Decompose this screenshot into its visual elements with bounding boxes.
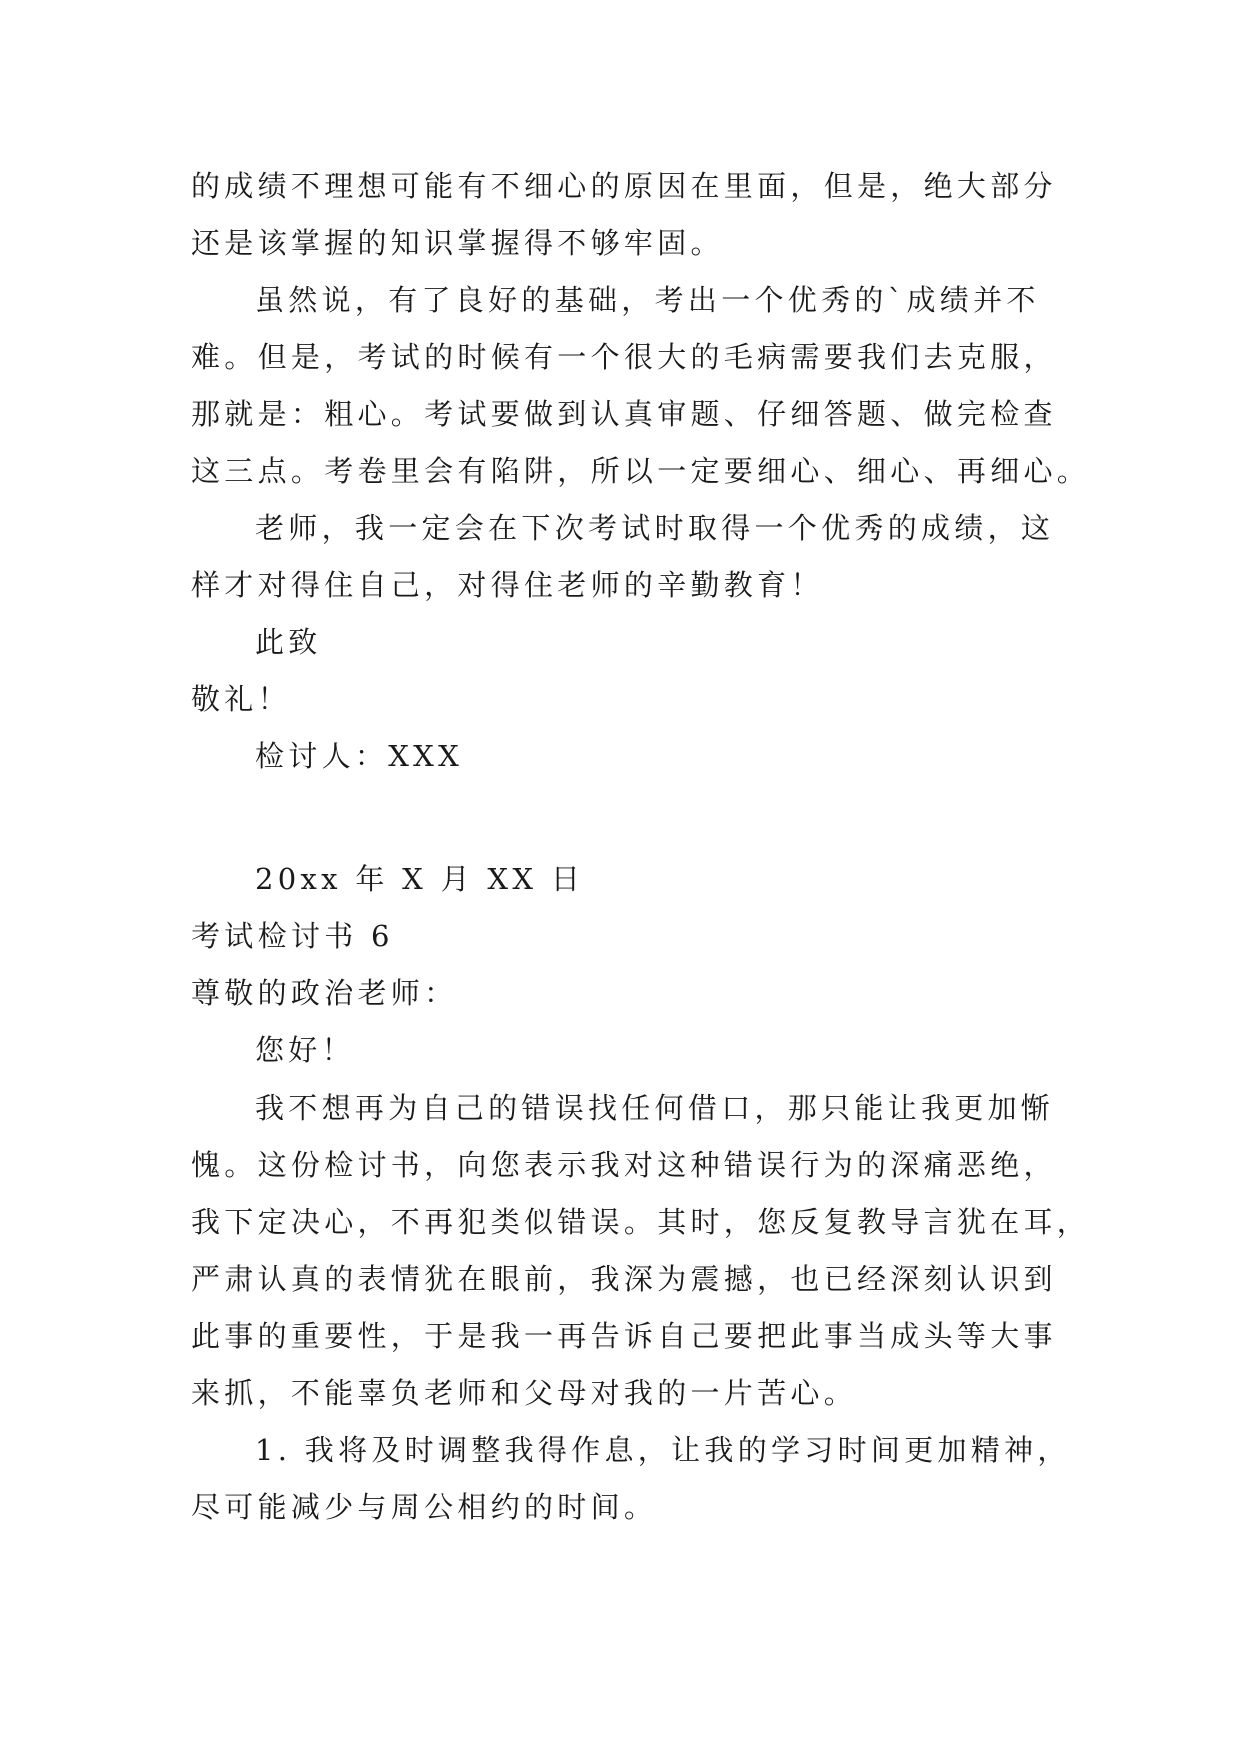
paragraph-start: 我不想再为自己的错误找任何借口，那只能让我更加惭 <box>255 1091 1055 1125</box>
date-line: 20xx 年 X 月 XX 日 <box>255 862 585 896</box>
list-item-1: 1. 我将及时调整我得作息，让我的学习时间更加精神， <box>255 1433 1071 1467</box>
text-line: 样才对得住自己，对得住老师的辛勤教育！ <box>191 568 824 602</box>
section-title: 考试检讨书 6 <box>191 919 394 953</box>
text-line: 难。但是，考试的时候有一个很大的毛病需要我们去克服， <box>191 340 1057 374</box>
signature-line: 检讨人：XXX <box>255 739 464 773</box>
text-line: 愧。这份检讨书，向您表示我对这种错误行为的深痛恶绝， <box>191 1148 1057 1182</box>
salutation: 尊敬的政治老师： <box>191 976 458 1010</box>
text-line: 那就是：粗心。考试要做到认真审题、仔细答题、做完检查 <box>191 397 1057 431</box>
text-line: 的成绩不理想可能有不细心的原因在里面，但是，绝大部分 <box>191 169 1057 203</box>
text-line: 这三点。考卷里会有陷阱，所以一定要细心、细心、再细心。 <box>191 454 1091 488</box>
closing-greeting: 此致 <box>255 625 322 659</box>
text-line: 来抓，不能辜负老师和父母对我的一片苦心。 <box>191 1376 858 1410</box>
greeting: 您好！ <box>255 1033 355 1067</box>
text-line: 我下定决心，不再犯类似错误。其时，您反复教导言犹在耳， <box>191 1205 1091 1239</box>
paragraph-start: 虽然说，有了良好的基础，考出一个优秀的`成绩并不 <box>255 283 1040 317</box>
text-line: 严肃认真的表情犹在眼前，我深为震撼，也已经深刻认识到 <box>191 1262 1057 1296</box>
text-line: 还是该掌握的知识掌握得不够牢固。 <box>191 226 724 260</box>
paragraph-start: 老师，我一定会在下次考试时取得一个优秀的成绩，这 <box>255 511 1055 545</box>
text-line: 尽可能减少与周公相约的时间。 <box>191 1490 658 1524</box>
text-line: 此事的重要性，于是我一再告诉自己要把此事当成头等大事 <box>191 1319 1057 1353</box>
closing-salute: 敬礼！ <box>191 682 291 716</box>
